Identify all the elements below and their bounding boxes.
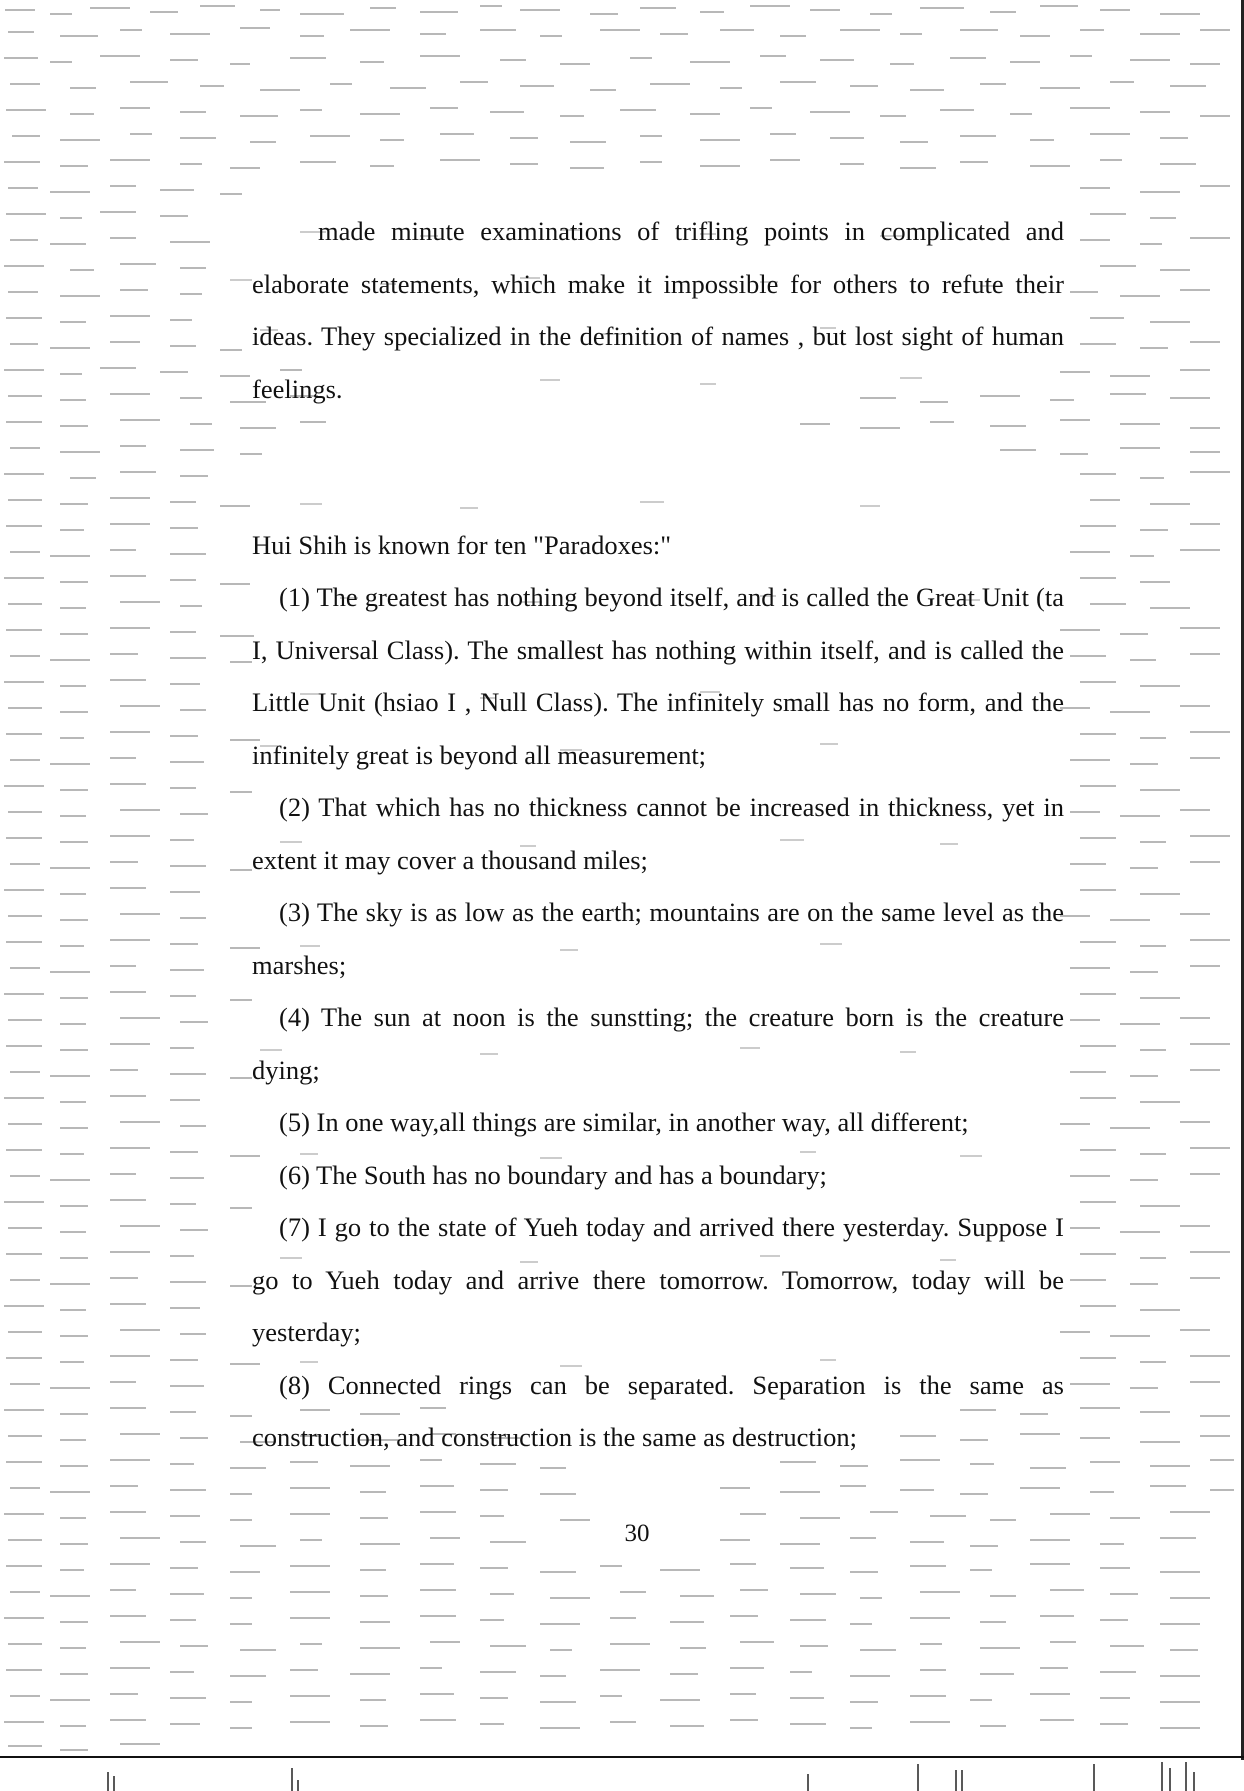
paradox-item-8: (8) Connected rings can be separated. Separation is the same as construction, and construction is the same as destruction; — [252, 1369, 1064, 1452]
continuation-text: made minute examinations of trifling points in complicated and elaborate statements, which make it impossible for others to refute their ideas. They specialized in the definition of names , but lost sight of human feelings. — [252, 216, 1064, 404]
section-intro: Hui Shih is known for ten "Paradoxes:" — [252, 530, 672, 560]
continuation-paragraph — [252, 205, 1064, 415]
paradox-item-4: (4) The sun at noon is the sunstting; the creature born is the creature dying; — [252, 1002, 1064, 1085]
paradox-item-3: (3) The sky is as low as the earth; mountains are on the same level as the marshes; — [252, 897, 1064, 980]
paradox-item-6: (6) The South has no boundary and has a boundary; — [279, 1159, 827, 1190]
paradox-item-1: (1) The greatest has nothing beyond itself, and is called the Great Unit (ta I, Universal Class). The smallest has nothing within itself, and is called the Little Unit (hsiao I , Null Class). The infinitely small has no form, and the infinitely great is beyond all measurement; — [252, 582, 1064, 770]
paradox-item-2: (2) That which has no thickness cannot be increased in thickness, yet in extent it may cover a thousand miles; — [252, 792, 1064, 875]
paradoxes-section — [252, 519, 1064, 572]
paradox-item-7: (7) I go to the state of Yueh today and arrived there yesterday. Suppose I go to Yueh today and arrive there tomorrow. Tomorrow, today will be yesterday; — [252, 1212, 1064, 1347]
paradox-item-5: (5) In one way,all things are similar, in another way, all different; — [279, 1107, 969, 1137]
paradox-list — [252, 571, 1064, 1464]
scan-edge-marks — [0, 1760, 1244, 1791]
bottom-rule — [0, 1756, 1244, 1758]
page-number: 30 — [624, 1520, 650, 1547]
